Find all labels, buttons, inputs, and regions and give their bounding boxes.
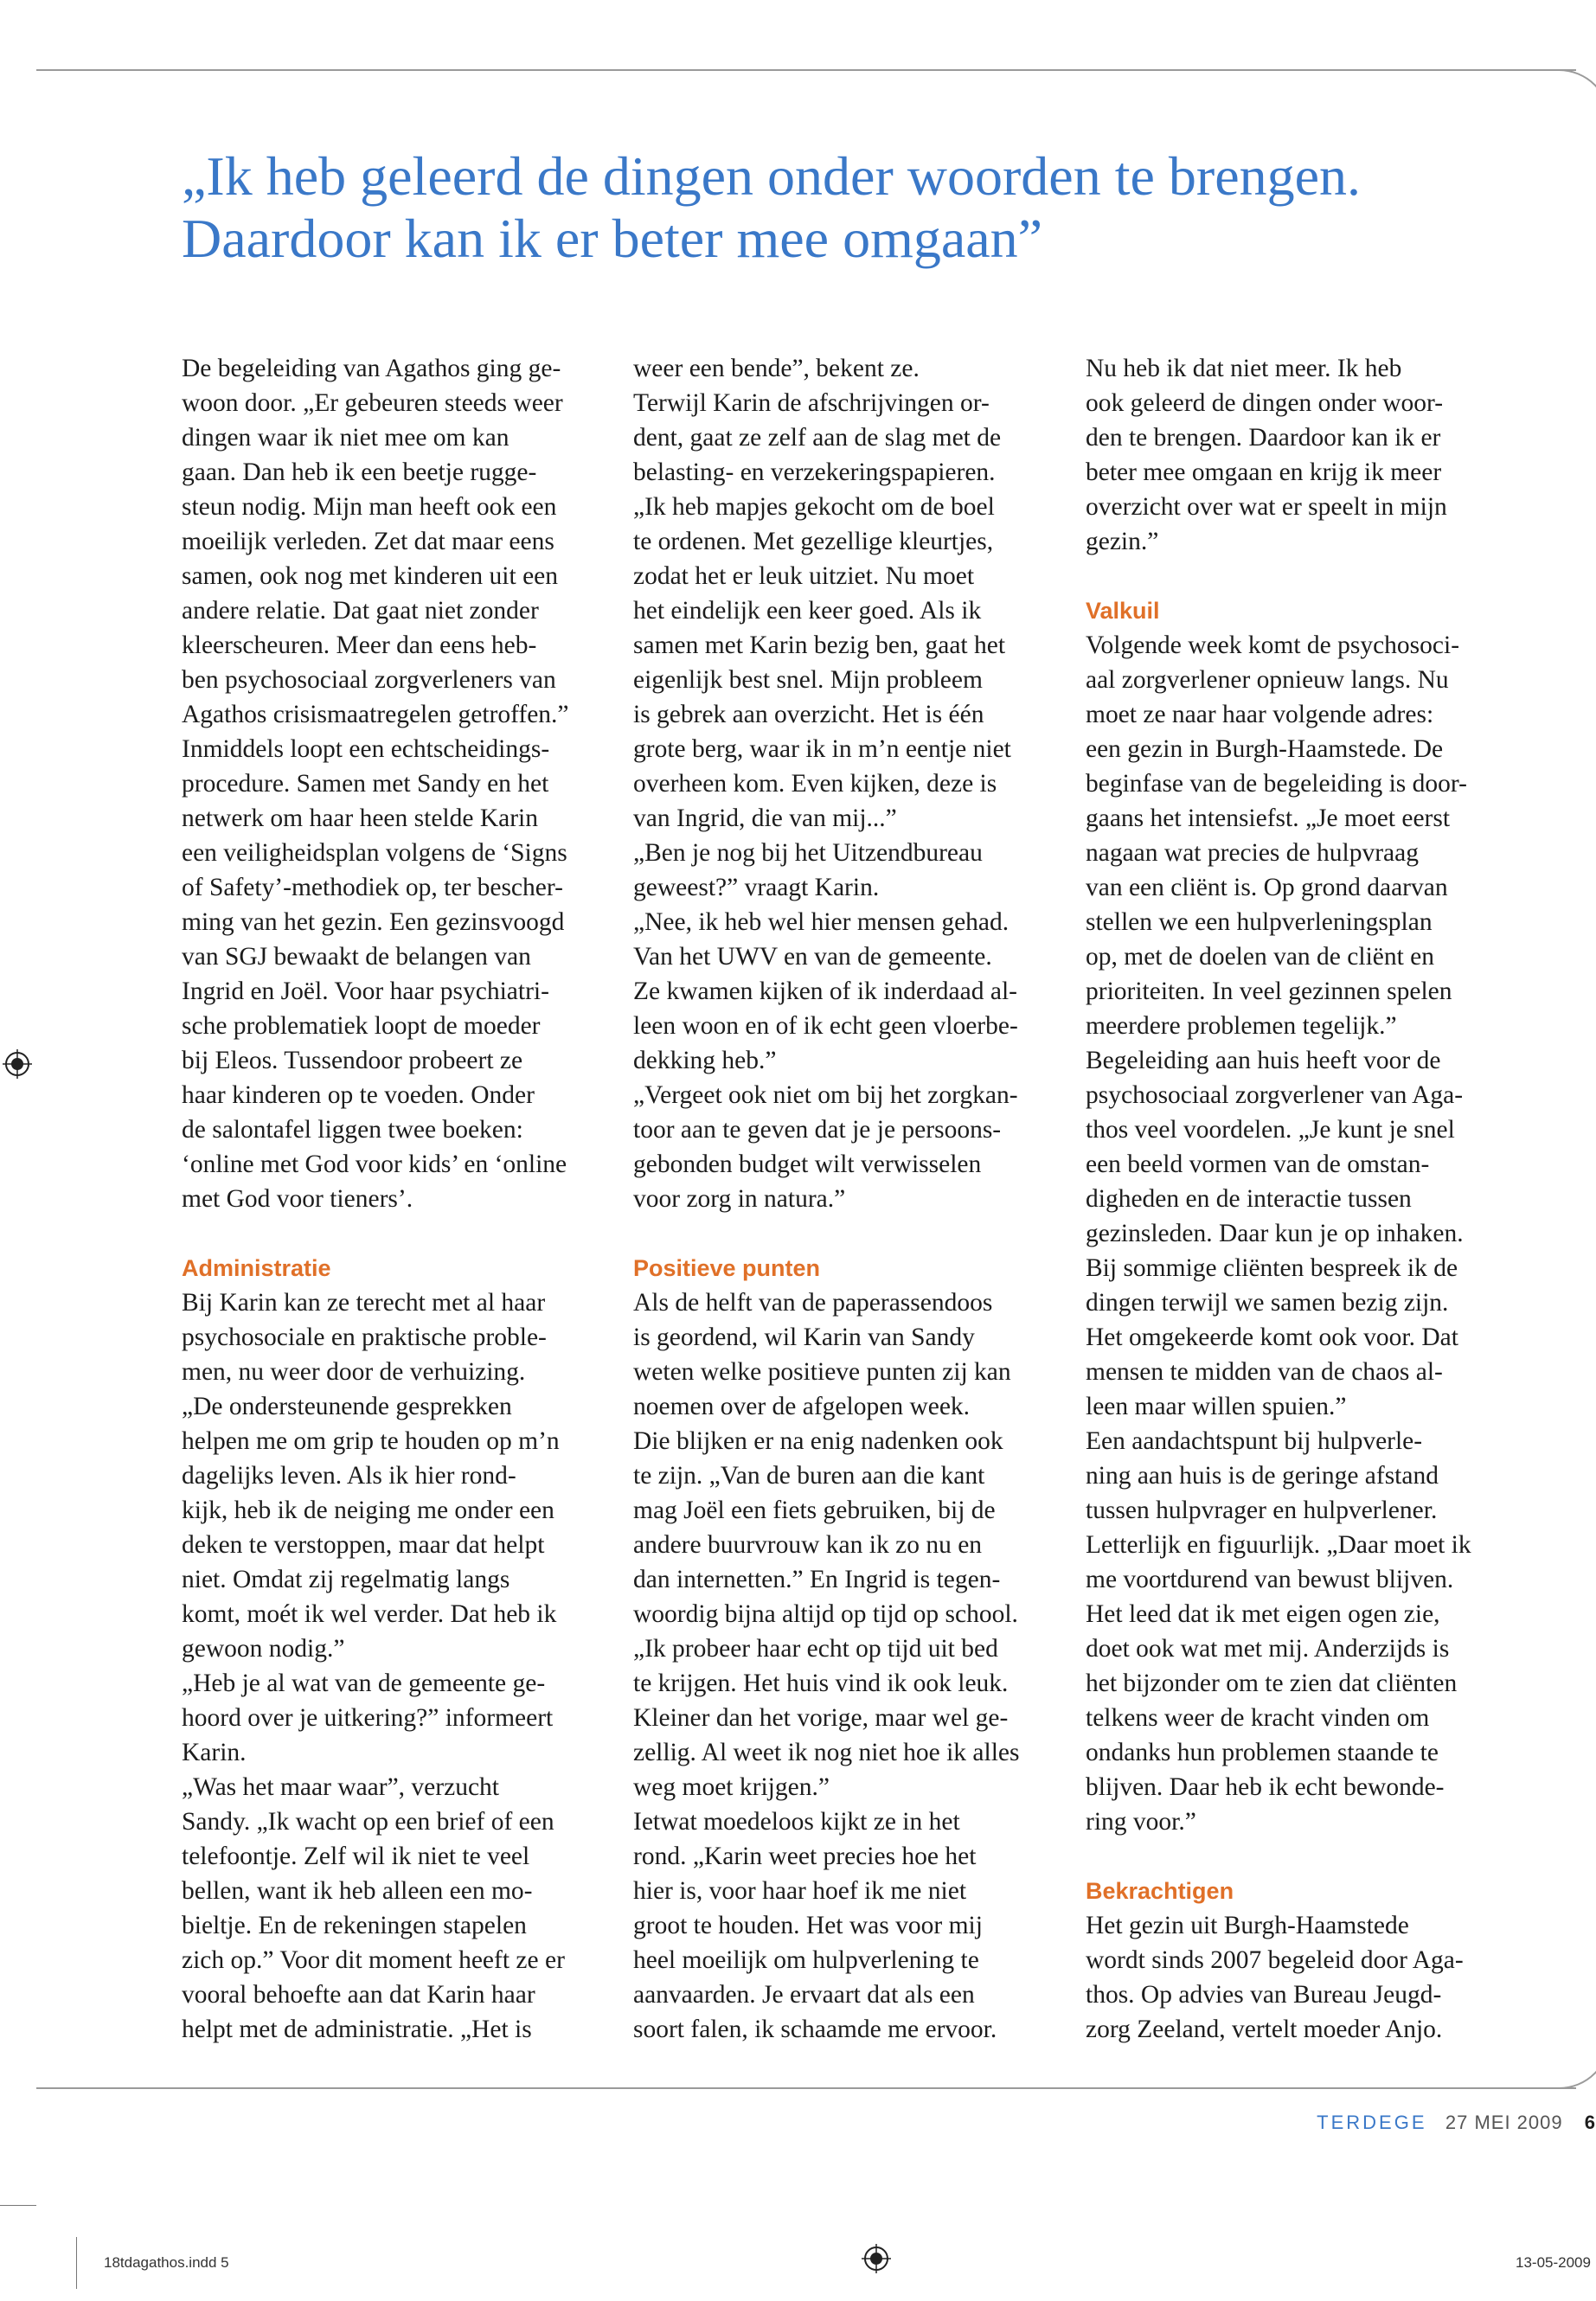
- text-line: telefoontje. Zelf wil ik niet te veel: [182, 1843, 530, 1870]
- text-line: toor aan te geven dat je je persoons-: [633, 1116, 1002, 1144]
- text-line: aal zorgverlener opnieuw langs. Nu: [1086, 666, 1449, 694]
- text-line: thos veel voordelen. „Je kunt je snel: [1086, 1116, 1455, 1144]
- text-line: weer een bende”, bekent ze.: [633, 355, 920, 382]
- text-line: telkens weer de kracht vinden om: [1086, 1704, 1430, 1732]
- text-line: overzicht over wat er speelt in mijn: [1086, 493, 1447, 521]
- text-line: is gebrek aan overzicht. Het is één: [633, 701, 984, 728]
- text-line: gaan. Dan heb ik een beetje rugge-: [182, 458, 537, 486]
- text-line: groot te houden. Het was voor mij: [633, 1912, 983, 1939]
- registration-mark-icon: [3, 1049, 32, 1079]
- text-line: dan internetten.” En Ingrid is tegen-: [633, 1566, 1001, 1593]
- text-line: doet ook wat met mij. Anderzijds is: [1086, 1635, 1450, 1663]
- text-line: te krijgen. Het huis vind ik ook leuk.: [633, 1670, 1009, 1697]
- text-line: gaans het intensiefst. „Je moet eerst: [1086, 804, 1451, 832]
- text-line: dekking heb.”: [633, 1047, 777, 1074]
- text-line: Van het UWV en van de gemeente.: [633, 943, 992, 971]
- text-line: digheden en de interactie tussen: [1086, 1185, 1412, 1213]
- text-line: het eindelijk een keer goed. Als ik: [633, 597, 982, 625]
- top-rule-corner: [1540, 69, 1596, 123]
- slug-filename: 18tdagathos.indd 5: [104, 2254, 229, 2271]
- text-line: zorg Zeeland, vertelt moeder Anjo.: [1086, 2016, 1443, 2043]
- text-line: psychosociaal zorgverlener van Aga-: [1086, 1081, 1464, 1109]
- text-line: „Heb je al wat van de gemeente ge-: [182, 1670, 546, 1697]
- text-line: men, nu weer door de verhuizing.: [182, 1358, 526, 1386]
- text-line: haar kinderen op te voeden. Onder: [182, 1081, 535, 1109]
- slug-date: 13-05-2009: [1516, 2254, 1591, 2271]
- text-line: bij Eleos. Tussendoor probeert ze: [182, 1047, 523, 1074]
- text-line: ondanks hun problemen staande te: [1086, 1739, 1439, 1766]
- text-line: Karin.: [182, 1739, 247, 1766]
- headline-line-2: Daardoor kan ik er beter mee omgaan”: [182, 208, 1043, 269]
- text-line: Terwijl Karin de afschrijvingen or-: [633, 389, 990, 417]
- text-line: beter mee omgaan en krijg ik meer: [1086, 458, 1442, 486]
- text-line: leen woon en of ik echt geen vloerbe-: [633, 1012, 1018, 1040]
- body-paragraph: [1086, 351, 1527, 559]
- text-line: hier is, voor haar hoef ik me niet: [633, 1877, 967, 1905]
- crop-mark: [0, 2205, 36, 2206]
- text-line: „Ik heb mapjes gekocht om de boel: [633, 493, 995, 521]
- text-line: zellig. Al weet ik nog niet hoe ik alles: [633, 1739, 1020, 1766]
- text-line: belasting- en verzekeringspapieren.: [633, 458, 996, 486]
- text-line: Het omgekeerde komt ook voor. Dat: [1086, 1324, 1458, 1351]
- text-line: leen maar willen spuien.”: [1086, 1393, 1347, 1420]
- text-line: prioriteiten. In veel gezinnen spelen: [1086, 977, 1452, 1005]
- text-line: Ietwat moedeloos kijkt ze in het: [633, 1808, 960, 1836]
- text-line: „Ik probeer haar echt op tijd uit bed: [633, 1635, 998, 1663]
- text-line: „Ben je nog bij het Uitzendbureau: [633, 839, 983, 867]
- text-line: is geordend, wil Karin van Sandy: [633, 1324, 975, 1351]
- text-line: woon door. „Er gebeuren steeds weer: [182, 389, 563, 417]
- text-line: een beeld vormen van de omstan-: [1086, 1150, 1430, 1178]
- text-line: ‘online met God voor kids’ en ‘online: [182, 1150, 567, 1178]
- text-line: eigenlijk best snel. Mijn probleem: [633, 666, 983, 694]
- text-line: een gezin in Burgh-Haamstede. De: [1086, 735, 1444, 763]
- body-paragraph: [633, 1285, 1074, 2047]
- text-line: gebonden budget wilt verwisselen: [633, 1150, 982, 1178]
- text-line: Nu heb ik dat niet meer. Ik heb: [1086, 355, 1402, 382]
- text-line: samen, ook nog met kinderen uit een: [182, 562, 559, 590]
- text-line: met God voor tieners’.: [182, 1185, 413, 1213]
- text-line: van SGJ bewaakt de belangen van: [182, 943, 531, 971]
- text-line: ring voor.”: [1086, 1808, 1196, 1836]
- section-heading: Positieve punten: [633, 1255, 821, 1281]
- text-line: Bij Karin kan ze terecht met al haar: [182, 1289, 546, 1317]
- crop-mark: [76, 2237, 77, 2289]
- text-line: Kleiner dan het vorige, maar wel ge-: [633, 1704, 1009, 1732]
- text-line: nagaan wat precies de hulpvraag: [1086, 839, 1419, 867]
- text-line: van Ingrid, die van mij...”: [633, 804, 897, 832]
- magazine-name: TERDEGE: [1317, 2112, 1427, 2133]
- text-line: mag Joël een fiets gebruiken, bij de: [633, 1497, 996, 1524]
- text-line: „Vergeet ook niet om bij het zorgkan-: [633, 1081, 1018, 1109]
- section-heading: Bekrachtigen: [1086, 1878, 1234, 1904]
- text-line: Begeleiding aan huis heeft voor de: [1086, 1047, 1441, 1074]
- text-line: gezinsleden. Daar kun je op inhaken.: [1086, 1220, 1464, 1247]
- headline-line-1: „Ik heb geleerd de dingen onder woorden te brengen.: [182, 145, 1361, 207]
- page-footer: [1317, 2112, 1596, 2134]
- text-line: dingen terwijl we samen bezig zijn.: [1086, 1289, 1449, 1317]
- text-line: „Nee, ik heb wel hier mensen gehad.: [633, 908, 1010, 936]
- text-line: Letterlijk en figuurlijk. „Daar moet ik: [1086, 1531, 1471, 1559]
- text-line: Sandy. „Ik wacht op een brief of een: [182, 1808, 554, 1836]
- text-line: niet. Omdat zij regelmatig langs: [182, 1566, 510, 1593]
- body-paragraph: [1086, 628, 1527, 1839]
- text-line: ming van het gezin. Een gezinsvoogd: [182, 908, 565, 936]
- text-line: ning aan huis is de geringe afstand: [1086, 1462, 1439, 1490]
- text-line: Ingrid en Joël. Voor haar psychiatri-: [182, 977, 549, 1005]
- body-paragraph: [182, 351, 623, 1216]
- text-line: netwerk om haar heen stelde Karin: [182, 804, 539, 832]
- text-line: noemen over de afgelopen week.: [633, 1393, 971, 1420]
- text-line: voor zorg in natura.”: [633, 1185, 846, 1213]
- text-line: De begeleiding van Agathos ging ge-: [182, 355, 561, 382]
- text-line: kijk, heb ik de neiging me onder een: [182, 1497, 554, 1524]
- text-line: andere buurvrouw kan ik zo nu en: [633, 1531, 983, 1559]
- text-line: Als de helft van de paperassendoos: [633, 1289, 993, 1317]
- text-line: ben psychosociaal zorgverleners van: [182, 666, 556, 694]
- text-line: deken te verstoppen, maar dat helpt: [182, 1531, 545, 1559]
- text-line: Die blijken er na enig nadenken ook: [633, 1427, 1003, 1455]
- text-line: wordt sinds 2007 begeleid door Aga-: [1086, 1946, 1464, 1974]
- text-line: het bijzonder om te zien dat cliënten: [1086, 1670, 1458, 1697]
- text-line: overheen kom. Even kijken, deze is: [633, 770, 997, 798]
- text-line: blijven. Daar heb ik echt bewonde-: [1086, 1773, 1445, 1801]
- text-line: van een cliënt is. Op grond daarvan: [1086, 874, 1448, 901]
- text-line: grote berg, waar ik in m’n eentje niet: [633, 735, 1011, 763]
- bottom-rule-corner: [1540, 2037, 1596, 2089]
- body-paragraph: [633, 351, 1074, 1216]
- text-line: mensen te midden van de chaos al-: [1086, 1358, 1443, 1386]
- text-line: gewoon nodig.”: [182, 1635, 345, 1663]
- text-line: gezin.”: [1086, 528, 1159, 555]
- text-line: of Safety’-methodiek op, ter bescher-: [182, 874, 563, 901]
- text-line: Agathos crisismaatregelen getroffen.”: [182, 701, 569, 728]
- text-line: meerdere problemen tegelijk.”: [1086, 1012, 1397, 1040]
- text-line: weg moet krijgen.”: [633, 1773, 830, 1801]
- page-number: 6: [1584, 2112, 1596, 2133]
- text-line: samen met Karin bezig ben, gaat het: [633, 631, 1006, 659]
- text-line: Volgende week komt de psychosoci-: [1086, 631, 1460, 659]
- text-line: Het leed dat ik met eigen ogen zie,: [1086, 1600, 1440, 1628]
- text-line: dagelijks leven. Als ik hier rond-: [182, 1462, 516, 1490]
- text-line: komt, moét ik wel verder. Dat heb ik: [182, 1600, 557, 1628]
- text-line: moet ze naar haar volgende adres:: [1086, 701, 1434, 728]
- article-column-2: [633, 351, 1074, 2047]
- text-line: op, met de doelen van de cliënt en: [1086, 943, 1435, 971]
- text-line: helpen me om grip te houden op m’n: [182, 1427, 560, 1455]
- text-line: Ze kwamen kijken of ik inderdaad al-: [633, 977, 1017, 1005]
- text-line: den te brengen. Daardoor kan ik er: [1086, 424, 1441, 452]
- text-line: aanvaarden. Je ervaart dat als een: [633, 1981, 975, 2009]
- text-line: Het gezin uit Burgh-Haamstede: [1086, 1912, 1409, 1939]
- text-line: geweest?” vraagt Karin.: [633, 874, 880, 901]
- text-line: Bij sommige cliënten bespreek ik de: [1086, 1254, 1458, 1282]
- text-line: te ordenen. Met gezellige kleurtjes,: [633, 528, 994, 555]
- text-line: Inmiddels loopt een echtscheidings-: [182, 735, 550, 763]
- text-line: bieltje. En de rekeningen stapelen: [182, 1912, 527, 1939]
- text-line: kleerscheuren. Meer dan eens heb-: [182, 631, 537, 659]
- text-line: vooral behoefte aan dat Karin haar: [182, 1981, 535, 2009]
- body-paragraph: [182, 1285, 623, 2047]
- text-line: weten welke positieve punten zij kan: [633, 1358, 1011, 1386]
- article-column-3: [1086, 351, 1527, 2047]
- text-line: rond. „Karin weet precies hoe het: [633, 1843, 977, 1870]
- pull-quote-headline: [182, 145, 1479, 270]
- section-heading: Administratie: [182, 1255, 331, 1281]
- text-line: beginfase van de begeleiding is door-: [1086, 770, 1467, 798]
- text-line: soort falen, ik schaamde me ervoor.: [633, 2016, 997, 2043]
- section-heading: Valkuil: [1086, 598, 1160, 624]
- text-line: ook geleerd de dingen onder woor-: [1086, 389, 1444, 417]
- registration-mark-icon: [862, 2244, 891, 2273]
- bottom-rule: [36, 2087, 1576, 2089]
- text-line: zodat het er leuk uitziet. Nu moet: [633, 562, 975, 590]
- text-line: een veiligheidsplan volgens de ‘Signs: [182, 839, 567, 867]
- text-line: hoord over je uitkering?” informeert: [182, 1704, 554, 1732]
- text-line: me voortdurend van bewust blijven.: [1086, 1566, 1454, 1593]
- text-line: procedure. Samen met Sandy en het: [182, 770, 549, 798]
- text-line: tussen hulpvrager en hulpverlener.: [1086, 1497, 1438, 1524]
- text-line: stellen we een hulpverleningsplan: [1086, 908, 1433, 936]
- text-line: Een aandachtspunt bij hulpverle-: [1086, 1427, 1423, 1455]
- text-line: thos. Op advies van Bureau Jeugd-: [1086, 1981, 1442, 2009]
- text-line: andere relatie. Dat gaat niet zonder: [182, 597, 539, 625]
- text-line: zich op.” Voor dit moment heeft ze er: [182, 1946, 565, 1974]
- text-line: woordig bijna altijd op tijd op school.: [633, 1600, 1018, 1628]
- top-rule: [36, 69, 1576, 71]
- text-line: heel moeilijk om hulpverlening te: [633, 1946, 979, 1974]
- text-line: steun nodig. Mijn man heeft ook een: [182, 493, 557, 521]
- text-line: dingen waar ik niet mee om kan: [182, 424, 510, 452]
- text-line: dent, gaat ze zelf aan de slag met de: [633, 424, 1002, 452]
- article-column-1: [182, 351, 623, 2047]
- text-line: de salontafel liggen twee boeken:: [182, 1116, 523, 1144]
- text-line: helpt met de administratie. „Het is: [182, 2016, 532, 2043]
- text-line: moeilijk verleden. Zet dat maar eens: [182, 528, 554, 555]
- text-line: psychosociale en praktische proble-: [182, 1324, 547, 1351]
- issue-date: 27 MEI 2009: [1445, 2112, 1563, 2133]
- text-line: „Was het maar waar”, verzucht: [182, 1773, 499, 1801]
- text-line: „De ondersteunende gesprekken: [182, 1393, 512, 1420]
- text-line: te zijn. „Van de buren aan die kant: [633, 1462, 985, 1490]
- text-line: bellen, want ik heb alleen een mo-: [182, 1877, 533, 1905]
- body-paragraph: [1086, 1908, 1527, 2047]
- text-line: sche problematiek loopt de moeder: [182, 1012, 541, 1040]
